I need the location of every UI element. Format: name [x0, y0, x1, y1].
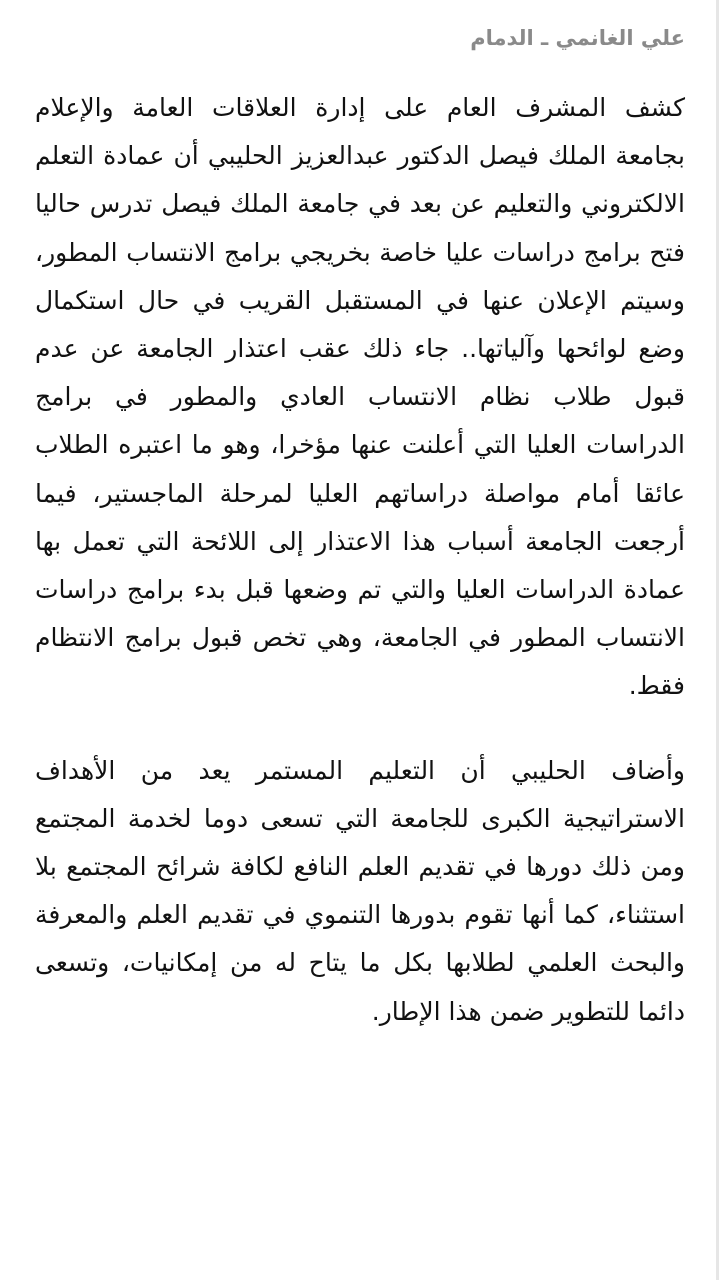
article-body: [35, 84, 685, 1036]
article-paragraph-1: كشف المشرف العام على إدارة العلاقات العامة والإعلام بجامعة الملك فيصل الدكتور عبدالعزيز الحليبي أن عمادة التعلم الالكتروني والتعليم عن بعد في جامعة الملك فيصل تدرس حاليا فتح برامج دراسات عليا خاصة بخريجي برامج الانتساب المطور، وسيتم الإعلان عنها في المستقبل القريب في حال استكمال وضع لوائحها وآلياتها.. جاء ذلك عقب اعتذار الجامعة عن عدم قبول طلاب نظام الانتساب العادي والمطور في برامج الدراسات العليا التي أعلنت عنها مؤخرا، وهو ما اعتبره الطلاب عائقا أمام مواصلة دراساتهم العليا لمرحلة الماجستير، فيما أرجعت الجامعة أسباب هذا الاعتذار إلى اللائحة التي تعمل بها عمادة الدراسات العليا والتي تم وضعها قبل بدء برامج دراسات الانتساب المطور في الجامعة، وهي تخص قبول برامج الانتظام فقط.: [35, 93, 685, 701]
article-paragraph-2: وأضاف الحليبي أن التعليم المستمر يعد من الأهداف الاستراتيجية الكبرى للجامعة التي تسعى دوما لخدمة المجتمع ومن ذلك دورها في تقديم العلم النافع لكافة شرائح المجتمع بلا استثناء، كما أنها تقوم بدورها التنموي في تقديم العلم والمعرفة والبحث العلمي لطلابها بكل ما يتاح له من إمكانيات، وتسعى دائما للتطوير ضمن هذا الإطار.: [35, 755, 685, 1026]
article-byline: علي الغانمي ـ الدمام: [470, 26, 685, 50]
